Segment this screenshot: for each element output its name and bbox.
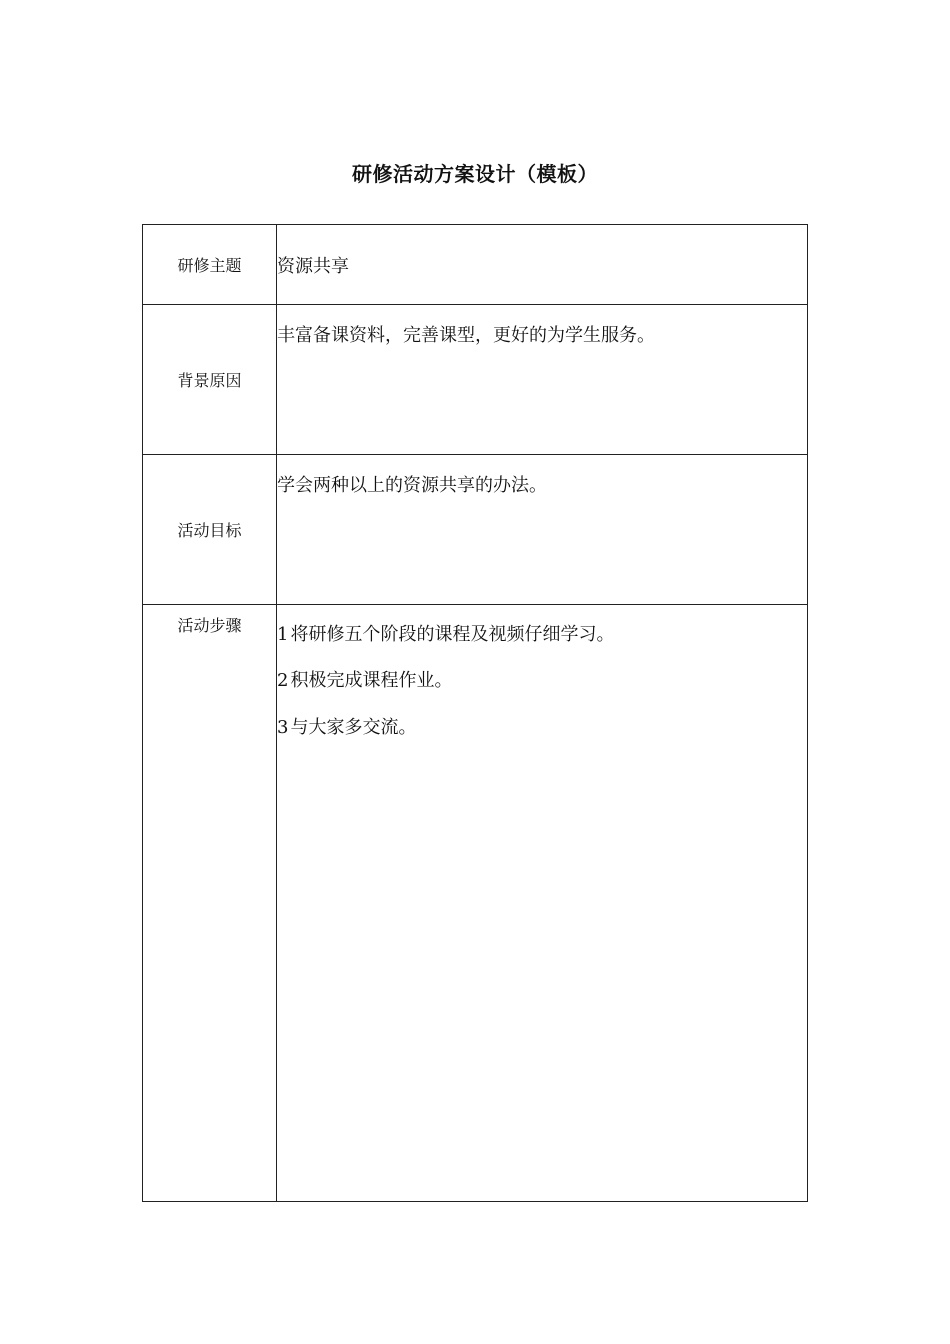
theme-label: 研修主题 (143, 225, 277, 305)
table-row-goal (143, 455, 808, 605)
document-title: 研修活动方案设计（模板） (352, 162, 598, 186)
step-item (277, 716, 807, 740)
step-number: 1 (277, 624, 289, 645)
table-row-theme (143, 225, 808, 305)
step-number: 3 (277, 716, 289, 738)
step-text: 与大家多交流。 (290, 716, 417, 738)
background-label: 背景原因 (143, 305, 277, 455)
step-text: 将研修五个阶段的课程及视频仔细学习。 (290, 624, 615, 645)
steps-label: 活动步骤 (143, 605, 277, 1202)
steps-content (277, 605, 808, 1202)
step-item (277, 623, 807, 647)
goal-value: 学会两种以上的资源共享的办法。 (277, 455, 808, 605)
table-row-background (143, 305, 808, 455)
table-row-steps (143, 605, 808, 1202)
background-value: 丰富备课资料，完善课型，更好的为学生服务。 (277, 305, 808, 455)
goal-label: 活动目标 (143, 455, 277, 605)
step-text: 积极完成课程作业。 (290, 670, 453, 692)
theme-value: 资源共享 (277, 225, 808, 305)
steps-list (277, 605, 807, 740)
step-number: 2 (277, 670, 289, 692)
plan-table (142, 224, 808, 1202)
step-item (277, 669, 807, 693)
